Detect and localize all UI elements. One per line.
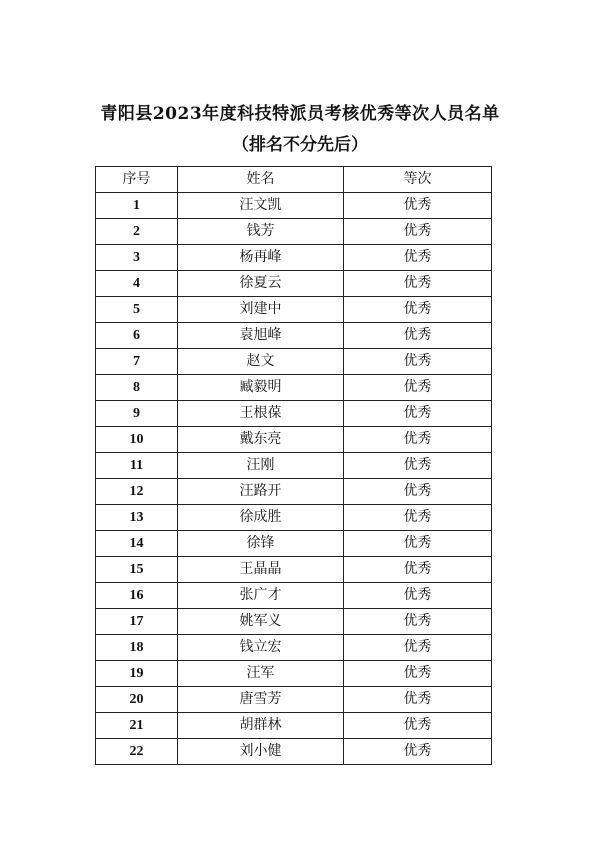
row-grade: 优秀 [344,453,492,479]
row-serial-number: 13 [96,505,178,531]
row-person-name: 姚军义 [178,609,344,635]
row-serial-number: 10 [96,427,178,453]
row-grade: 优秀 [344,245,492,271]
table-row [96,479,492,505]
row-serial-number: 19 [96,661,178,687]
row-person-name: 袁旭峰 [178,323,344,349]
table-header-row [96,167,492,193]
row-serial-number: 3 [96,245,178,271]
row-person-name: 徐锋 [178,531,344,557]
row-serial-number: 4 [96,271,178,297]
document-subtitle: （排名不分先后） [232,135,368,155]
table-row [96,453,492,479]
row-grade: 优秀 [344,739,492,765]
row-grade: 优秀 [344,271,492,297]
row-grade: 优秀 [344,609,492,635]
row-person-name: 刘建中 [178,297,344,323]
row-person-name: 杨再峰 [178,245,344,271]
table-row [96,609,492,635]
table-row [96,375,492,401]
row-serial-number: 17 [96,609,178,635]
row-person-name: 钱芳 [178,219,344,245]
table-row [96,349,492,375]
row-grade: 优秀 [344,297,492,323]
table-row [96,297,492,323]
row-person-name: 汪刚 [178,453,344,479]
row-grade: 优秀 [344,401,492,427]
table-row [96,661,492,687]
row-serial-number: 22 [96,739,178,765]
row-person-name: 汪文凯 [178,193,344,219]
row-serial-number: 18 [96,635,178,661]
row-serial-number: 2 [96,219,178,245]
row-grade: 优秀 [344,635,492,661]
row-person-name: 臧毅明 [178,375,344,401]
header-grade: 等次 [344,167,492,193]
table-row [96,739,492,765]
row-grade: 优秀 [344,323,492,349]
row-grade: 优秀 [344,193,492,219]
table-row [96,505,492,531]
table-row [96,271,492,297]
row-person-name: 刘小健 [178,739,344,765]
row-person-name: 钱立宏 [178,635,344,661]
document-title: 青阳县2023年度科技特派员考核优秀等次人员名单 [100,104,500,124]
row-serial-number: 1 [96,193,178,219]
row-serial-number: 16 [96,583,178,609]
table-row [96,635,492,661]
row-person-name: 赵文 [178,349,344,375]
row-person-name: 汪军 [178,661,344,687]
table-row [96,557,492,583]
row-person-name: 徐夏云 [178,271,344,297]
row-grade: 优秀 [344,349,492,375]
row-person-name: 徐成胜 [178,505,344,531]
table-row [96,583,492,609]
row-serial-number: 7 [96,349,178,375]
table-row [96,401,492,427]
row-grade: 优秀 [344,661,492,687]
row-grade: 优秀 [344,713,492,739]
row-grade: 优秀 [344,375,492,401]
row-grade: 优秀 [344,219,492,245]
row-serial-number: 6 [96,323,178,349]
row-serial-number: 12 [96,479,178,505]
table-row [96,193,492,219]
row-serial-number: 9 [96,401,178,427]
row-serial-number: 14 [96,531,178,557]
table-row [96,323,492,349]
row-serial-number: 5 [96,297,178,323]
row-grade: 优秀 [344,531,492,557]
row-serial-number: 21 [96,713,178,739]
roster-table-body [96,193,492,765]
row-grade: 优秀 [344,479,492,505]
row-grade: 优秀 [344,505,492,531]
row-serial-number: 15 [96,557,178,583]
row-serial-number: 11 [96,453,178,479]
roster-table [95,166,492,765]
header-name: 姓名 [178,167,344,193]
row-person-name: 戴东亮 [178,427,344,453]
row-person-name: 胡群林 [178,713,344,739]
row-grade: 优秀 [344,557,492,583]
table-row [96,713,492,739]
row-serial-number: 8 [96,375,178,401]
table-row [96,427,492,453]
row-person-name: 张广才 [178,583,344,609]
row-person-name: 汪路开 [178,479,344,505]
row-person-name: 唐雪芳 [178,687,344,713]
row-serial-number: 20 [96,687,178,713]
table-row [96,245,492,271]
table-row [96,531,492,557]
table-row [96,687,492,713]
header-serial-number: 序号 [96,167,178,193]
row-person-name: 王根葆 [178,401,344,427]
row-grade: 优秀 [344,427,492,453]
row-person-name: 王晶晶 [178,557,344,583]
row-grade: 优秀 [344,687,492,713]
table-row [96,219,492,245]
row-grade: 优秀 [344,583,492,609]
